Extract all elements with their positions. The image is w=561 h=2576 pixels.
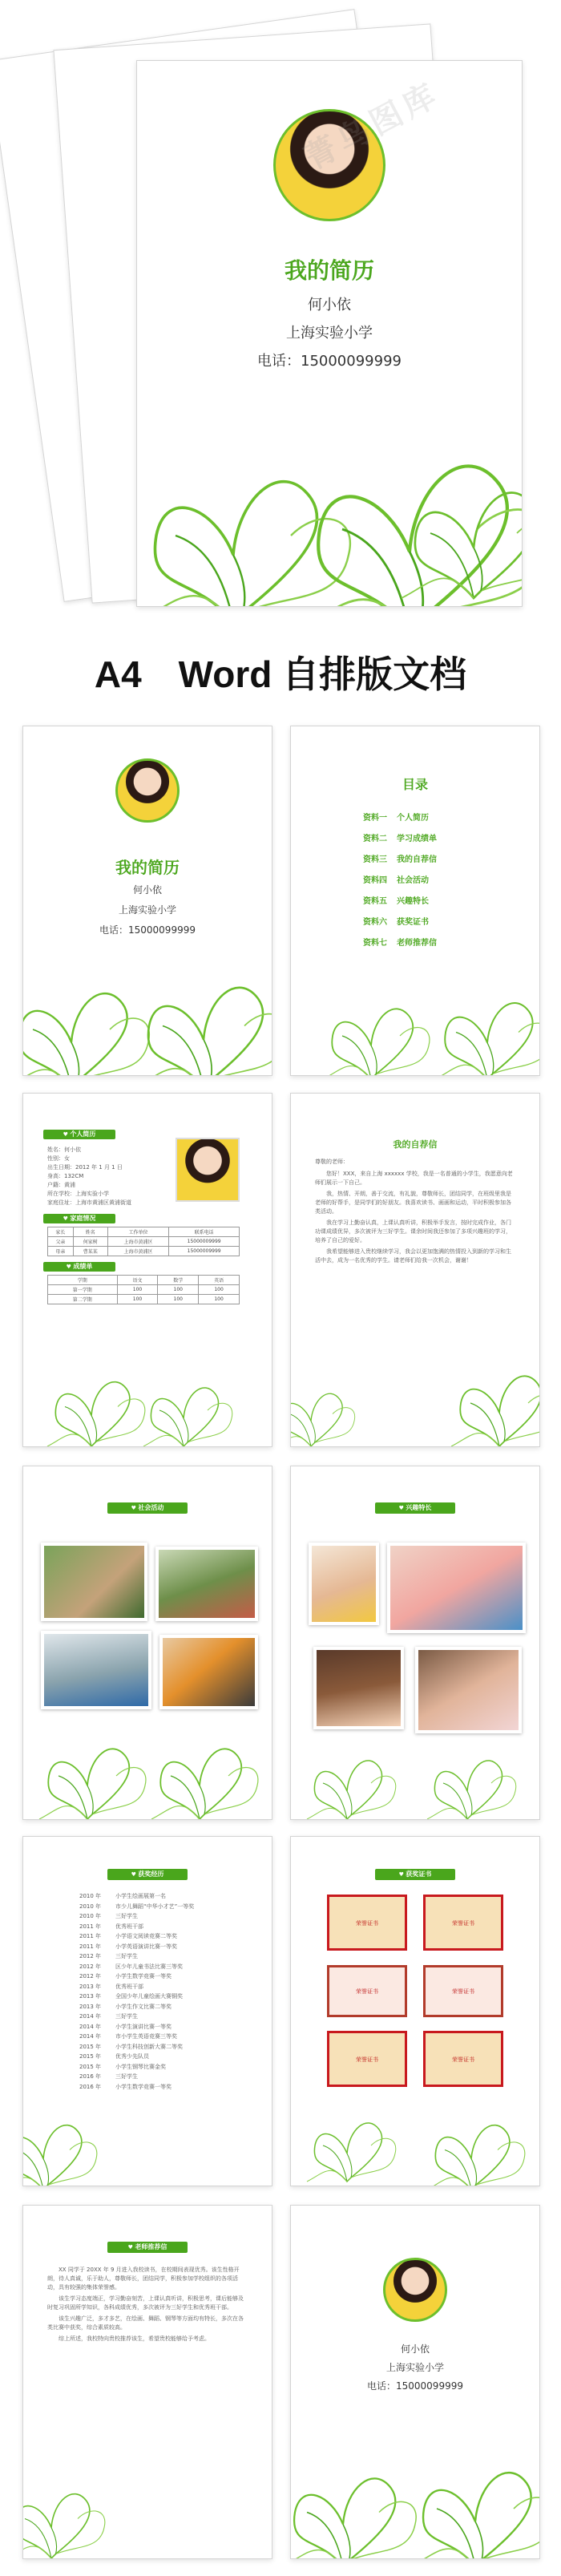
social-page (22, 1466, 272, 1820)
paragraph: 我希望能够进入贵校继续学习，我会以更加饱满的热情投入到新的学习和生活中去，成为一名优秀的学生。请老师们给我一次机会，谢谢！ (315, 1248, 511, 1264)
awards-list (79, 1891, 248, 2092)
flower-decoration (23, 951, 272, 1075)
section-tag-awards: ♥ 获奖经历 (107, 1869, 188, 1880)
table-header-cell: 语文 (117, 1276, 158, 1285)
toc-item[interactable] (363, 831, 437, 843)
certificate-label: 荣誉证书 (452, 1988, 474, 1995)
award-row (79, 1971, 248, 1982)
back-school: 上海实验小学 (385, 2362, 444, 2373)
award-row (79, 1922, 248, 1932)
paragraph: XX 同学于 20XX 年 9 月进入我校读书，在校期间表现优秀。该生性格开朗，待人真诚，乐于助人，尊敬师长，团结同学，积极参加学校组织的各项活动，具有较强的集体荣誉感。 (47, 2267, 240, 2291)
section-tag-personal: ♥ 个人简历 (43, 1130, 115, 1139)
cover-name: 何小依 (132, 884, 162, 896)
toc-page (290, 726, 540, 1076)
flower-decoration (23, 2470, 272, 2558)
profile-page (22, 1093, 272, 1447)
flower-decoration (291, 1739, 539, 1819)
award-year: 2013 年 (79, 2003, 102, 2010)
table-cell: 上海市黄浦区 (107, 1237, 169, 1247)
award-row (79, 2062, 248, 2073)
award-title: 三好学生 (115, 2013, 138, 2020)
award-row (79, 2072, 248, 2082)
certificate (327, 1895, 407, 1951)
award-title: 小学生作文比赛二等奖 (115, 2003, 172, 2010)
toc-item-label: 获奖证书 (397, 918, 429, 927)
award-year: 2014 年 (79, 2033, 102, 2040)
table-cell: 母亲 (48, 1247, 74, 1256)
award-row (79, 2012, 248, 2022)
toc-item-label: 学习成绩单 (397, 835, 437, 843)
back-page (290, 2205, 540, 2559)
award-row (79, 1891, 248, 1902)
award-title: 市少儿舞蹈“中华小才艺”一等奖 (115, 1903, 195, 1910)
toc-item-label: 兴趣特长 (397, 897, 429, 906)
award-title: 小学生科技创新大赛二等奖 (115, 2043, 183, 2050)
table-cell: 100 (158, 1295, 199, 1304)
toc-item[interactable] (363, 894, 429, 906)
table-cell: 100 (158, 1285, 199, 1295)
cover-school: 上海实验小学 (118, 904, 176, 916)
award-title: 区少年儿童书法比赛三等奖 (115, 1963, 183, 1970)
teacher-page (22, 2205, 272, 2559)
activity-photo (41, 1631, 151, 1709)
table-cell: 何家树 (73, 1237, 107, 1247)
award-year: 2015 年 (79, 2053, 102, 2060)
paragraph: 我，热情、开朗，善于交流，有礼貌，尊敬师长，团结同学，在班级里我是老师的好帮手，是同学们的好朋友。我喜欢读书、画画和运动，平时积极参加各类活动。 (315, 1191, 511, 1215)
cover-phone: 电话：15000099999 (99, 924, 196, 936)
hobby-photo (415, 1647, 522, 1733)
award-year: 2012 年 (79, 1953, 102, 1959)
profile-line: 家庭住址：上海市黄浦区黄浦街道 (47, 1199, 131, 1206)
award-year: 2012 年 (79, 1963, 102, 1970)
award-title: 优秀班干部 (115, 1923, 143, 1930)
paragraph: 综上所述，我校特向贵校推荐该生，希望贵校能够给予考虑。 (59, 2335, 210, 2342)
flower-decoration (137, 406, 522, 606)
table-cell: 父亲 (48, 1237, 74, 1247)
family-table (47, 1227, 240, 1256)
flower-decoration (291, 2438, 539, 2558)
grades-table (47, 1275, 240, 1304)
cover-page (22, 726, 272, 1076)
back-name: 何小依 (400, 2343, 430, 2355)
toc-item-number: 资料六 (363, 918, 387, 927)
award-title: 小学生数学竞赛一等奖 (115, 2083, 172, 2090)
award-row (79, 1911, 248, 1922)
profile-lines (47, 1146, 167, 1207)
award-year: 2014 年 (79, 2013, 102, 2020)
award-row (79, 1942, 248, 1952)
certificate (423, 1895, 503, 1951)
toc-item[interactable] (363, 811, 429, 823)
toc-item[interactable] (363, 873, 429, 885)
toc-item-number: 资料二 (363, 835, 387, 843)
certificate-label: 荣誉证书 (452, 1920, 474, 1927)
teacher-body (47, 2266, 248, 2346)
hobby-photo (387, 1543, 526, 1633)
flower-decoration (291, 983, 539, 1075)
table-cell: 第一学期 (48, 1285, 118, 1295)
award-row (79, 1931, 248, 1942)
hero-phone: 电话：15000099999 (257, 353, 402, 370)
toc-item-label: 社会活动 (397, 876, 429, 885)
table-row (48, 1247, 240, 1256)
hero-title: 我的简历 (284, 257, 374, 284)
award-title: 市小学生英语竞赛三等奖 (115, 2033, 177, 2040)
award-title: 三好学生 (115, 1913, 138, 1919)
certificate (327, 1965, 407, 2017)
toc-item[interactable] (363, 915, 429, 927)
award-year: 2014 年 (79, 2023, 102, 2030)
award-year: 2011 年 (79, 1923, 102, 1930)
hero-front-page (136, 60, 523, 607)
award-title: 全国少年儿童绘画大赛铜奖 (115, 1993, 183, 2000)
toc-item[interactable] (363, 936, 437, 948)
award-row (79, 2002, 248, 2012)
section-tag-teacher: ♥ 老师推荐信 (107, 2242, 188, 2253)
toc-item-number: 资料一 (363, 814, 387, 823)
award-row (79, 1902, 248, 1912)
hobby-photo (313, 1647, 404, 1729)
letter-title: 我的自荐信 (393, 1139, 438, 1150)
certificate (423, 2031, 503, 2087)
profile-line: 出生日期：2012 年 1 月 1 日 (47, 1164, 123, 1171)
certificates-page (290, 1836, 540, 2186)
award-row (79, 1951, 248, 1962)
certificate-label: 荣誉证书 (356, 1920, 378, 1927)
toc-item-label: 个人简历 (397, 814, 429, 823)
flower-decoration (23, 1358, 272, 1446)
flower-decoration (23, 1723, 272, 1819)
section-tag-social: ♥ 社会活动 (107, 1502, 188, 1514)
flower-decoration (23, 2101, 272, 2186)
award-title: 小学生数学竞赛一等奖 (115, 1973, 172, 1980)
paragraph: 该生兴趣广泛，多才多艺，在绘画、舞蹈、钢琴等方面均有特长，多次在各类比赛中获奖，综合素质较高。 (47, 2315, 244, 2331)
paragraph: 我在学习上勤奋认真，上课认真听讲，积极举手发言，按时完成作业，各门功课成绩优异，多次被评为三好学生。课余时间我还参加了多项兴趣班的学习，培养了自己的爱好。 (315, 1219, 511, 1244)
certificate-label: 荣誉证书 (356, 2056, 378, 2063)
cover-avatar (115, 758, 180, 823)
table-header-row (48, 1227, 240, 1237)
toc-item-number: 资料五 (363, 897, 387, 906)
table-cell: 15000009999 (169, 1247, 240, 1256)
table-cell: 第二学期 (48, 1295, 118, 1304)
award-year: 2016 年 (79, 2073, 102, 2080)
letter-greeting: 尊敬的老师： (315, 1159, 349, 1165)
hobby-page (290, 1466, 540, 1820)
paragraph: 您好！XXX，来自上海 xxxxxx 学校，我是一名普通的小学生，我愿意向老师们展示一下自己。 (315, 1171, 513, 1186)
award-row (79, 1982, 248, 1992)
table-header-cell: 工作单位 (107, 1227, 169, 1237)
certificate (423, 1965, 503, 2017)
table-cell: 15000009999 (169, 1237, 240, 1247)
profile-line: 身高：132CM (47, 1173, 84, 1179)
profile-line: 户籍：黄浦 (47, 1182, 75, 1188)
award-title: 优秀少先队员 (115, 2053, 149, 2060)
back-phone: 电话：15000099999 (367, 2380, 463, 2392)
toc-item-number: 资料四 (363, 876, 387, 885)
award-title: 优秀班干部 (115, 1983, 143, 1990)
table-row (48, 1237, 240, 1247)
table-header-cell: 学期 (48, 1276, 118, 1285)
table-header-cell: 家长 (48, 1227, 74, 1237)
award-title: 三好学生 (115, 2073, 138, 2080)
award-title: 小学语文阅读竞赛二等奖 (115, 1933, 177, 1939)
award-row (79, 2022, 248, 2032)
hero-name: 何小依 (308, 297, 351, 313)
table-cell: 100 (117, 1295, 158, 1304)
award-row (79, 2032, 248, 2042)
award-year: 2013 年 (79, 1983, 102, 1990)
award-title: 小学生绘画展第一名 (115, 1893, 166, 1899)
watermark: 菁鸟图库 (298, 75, 446, 178)
award-title: 小学生钢琴比赛金奖 (115, 2063, 166, 2070)
letter-page (290, 1093, 540, 1447)
banner-title: A4 Word 自排版文档 (94, 653, 467, 695)
certificate (327, 2031, 407, 2087)
award-year: 2015 年 (79, 2043, 102, 2050)
certificate-label: 荣誉证书 (356, 1988, 378, 1995)
award-year: 2011 年 (79, 1943, 102, 1950)
table-cell: 曹某某 (73, 1247, 107, 1256)
hero-school: 上海实验小学 (286, 325, 373, 342)
table-header-cell: 英语 (199, 1276, 240, 1285)
award-year: 2012 年 (79, 1973, 102, 1980)
profile-line: 姓名：何小依 (47, 1146, 81, 1153)
activity-photo (159, 1635, 258, 1709)
flower-decoration (291, 2101, 539, 2186)
section-tag-family: ♥ 家庭情况 (43, 1214, 115, 1223)
table-cell: 上海市黄浦区 (107, 1247, 169, 1256)
toc-title: 目录 (402, 777, 428, 792)
award-year: 2010 年 (79, 1893, 102, 1899)
award-year: 2011 年 (79, 1933, 102, 1939)
award-row (79, 1962, 248, 1972)
award-year: 2010 年 (79, 1903, 102, 1910)
toc-item-label: 我的自荐信 (397, 855, 437, 864)
section-tag-certificates: ♥ 获奖证书 (375, 1869, 455, 1880)
award-title: 三好学生 (115, 1953, 138, 1959)
award-row (79, 2082, 248, 2093)
profile-line: 性别：女 (47, 1155, 70, 1162)
table-header-cell: 姓名 (73, 1227, 107, 1237)
award-year: 2010 年 (79, 1913, 102, 1919)
profile-line: 所在学校：上海实验小学 (47, 1191, 109, 1197)
toc-item-number: 资料三 (363, 855, 387, 864)
paragraph: 该生学习态度端正，学习勤奋刻苦，上课认真听讲，积极思考，课后能够及时复习巩固所学知识，各科成绩优秀，多次被评为三好学生和优秀班干部。 (47, 2295, 244, 2311)
award-title: 小学生演讲比赛一等奖 (115, 2023, 172, 2030)
back-avatar (383, 2258, 447, 2322)
table-cell: 100 (199, 1295, 240, 1304)
table-row (48, 1285, 240, 1295)
table-row (48, 1295, 240, 1304)
toc-item-label: 老师推荐信 (397, 939, 437, 948)
hero-section (0, 0, 561, 633)
award-year: 2015 年 (79, 2063, 102, 2070)
flower-decoration (291, 1374, 539, 1446)
award-row (79, 2042, 248, 2052)
award-row (79, 2052, 248, 2062)
table-cell: 100 (199, 1285, 240, 1295)
award-title: 小学英语演讲比赛一等奖 (115, 1943, 177, 1950)
hobby-photo (309, 1543, 379, 1625)
award-year: 2013 年 (79, 1993, 102, 2000)
certificate-label: 荣誉证书 (452, 2056, 474, 2063)
section-tag-hobby: ♥ 兴趣特长 (375, 1502, 455, 1514)
cover-title: 我的简历 (115, 858, 180, 877)
table-cell: 100 (117, 1285, 158, 1295)
activity-photo (155, 1547, 258, 1621)
awards-page (22, 1836, 272, 2186)
profile-photo (176, 1138, 240, 1202)
award-year: 2016 年 (79, 2083, 102, 2090)
award-row (79, 1992, 248, 2002)
section-tag-grades: ♥ 成绩单 (43, 1262, 115, 1272)
table-header-cell: 数学 (158, 1276, 199, 1285)
toc-item-number: 资料七 (363, 939, 387, 948)
table-header-cell: 联系电话 (169, 1227, 240, 1237)
toc-item[interactable] (363, 852, 437, 864)
activity-photo (41, 1543, 147, 1621)
table-header-row (48, 1276, 240, 1285)
letter-body (315, 1170, 515, 1268)
